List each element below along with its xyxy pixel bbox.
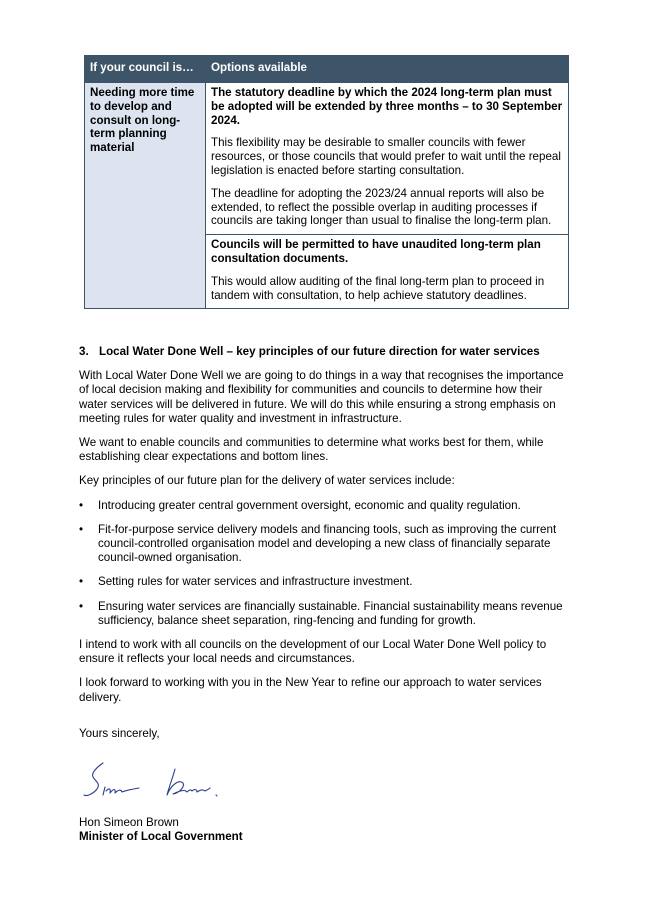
section-number: 3. — [79, 345, 89, 358]
signature-image — [79, 755, 229, 807]
bullet-icon: • — [79, 575, 84, 589]
option-heading: Councils will be permitted to have unaudited long-term plan consultation documents. — [211, 238, 541, 265]
list-item-text: Ensuring water services are financially sustainable. Financial sustainability means revenue sufficiency, balance sheet separation, ring-fencing and funding for growth. — [98, 599, 563, 627]
principles-list — [79, 499, 569, 628]
list-item — [79, 523, 569, 566]
table-header-options: Options available — [206, 56, 569, 83]
list-item — [79, 600, 569, 628]
paragraph: With Local Water Done Well we are going to do things in a way that recognises the importance of local decision making and flexibility for communities and councils to determine how their water services will be delivered in future. We will do this while ensuring a strong emphasis on meeting rules for water quality and investment in infrastructure. — [79, 369, 564, 425]
list-item-text: Setting rules for water services and infrastructure investment. — [98, 575, 413, 589]
salutation: Yours sincerely, — [79, 726, 160, 740]
bullet-icon: • — [79, 522, 84, 536]
options-table — [84, 55, 569, 309]
list-item — [79, 499, 569, 513]
table-header-council: If your council is… — [85, 56, 206, 83]
bullet-icon: • — [79, 599, 84, 613]
paragraph: I look forward to working with you in the New Year to refine our approach to water services delivery. — [79, 676, 542, 704]
signatory-name: Hon Simeon Brown — [79, 816, 179, 829]
option-text: The deadline for adopting the 2023/24 annual reports will also be extended, to reflect the possible overlap in auditing processes if councils are taking longer than usual to finalise the long-term plan. — [211, 186, 552, 228]
letter-body — [79, 345, 569, 751]
bullet-icon: • — [79, 498, 84, 512]
signatory-title: Minister of Local Government — [79, 830, 243, 844]
option-text: This flexibility may be desirable to smaller councils with fewer resources, or those councils that would prefer to wait until the repeal legislation is enacted before starting consultation. — [211, 136, 561, 177]
row-label: Needing more time to develop and consult on long-term planning material — [85, 83, 206, 309]
paragraph: We want to enable councils and communities to determine what works best for them, while establishing clear expectations and bottom lines. — [79, 436, 544, 464]
paragraph: Key principles of our future plan for the delivery of water services include: — [79, 474, 455, 488]
option-cell — [206, 235, 569, 309]
list-item-text: Introducing greater central government oversight, economic and quality regulation. — [98, 498, 521, 512]
section-title: Local Water Done Well – key principles of our future direction for water services — [99, 345, 540, 358]
signatory-block — [79, 816, 243, 845]
paragraph: I intend to work with all councils on the development of our Local Water Done Well policy to ensure it reflects your local needs and circumstances. — [79, 638, 547, 666]
option-heading: The statutory deadline by which the 2024 long-term plan must be adopted will be extended by three months – to 30 September 2024. — [211, 86, 563, 127]
table-header-row — [85, 56, 569, 83]
option-cell — [206, 83, 569, 235]
list-item — [79, 575, 569, 589]
list-item-text: Fit-for-purpose service delivery models and financing tools, such as improving the current council-controlled organisation model and developing a new class of financially separate council-owned organisation. — [98, 522, 557, 565]
section-heading — [79, 345, 569, 359]
table-row — [85, 83, 569, 235]
option-text: This would allow auditing of the final long-term plan to proceed in tandem with consultation, to help achieve statutory deadlines. — [211, 274, 545, 302]
